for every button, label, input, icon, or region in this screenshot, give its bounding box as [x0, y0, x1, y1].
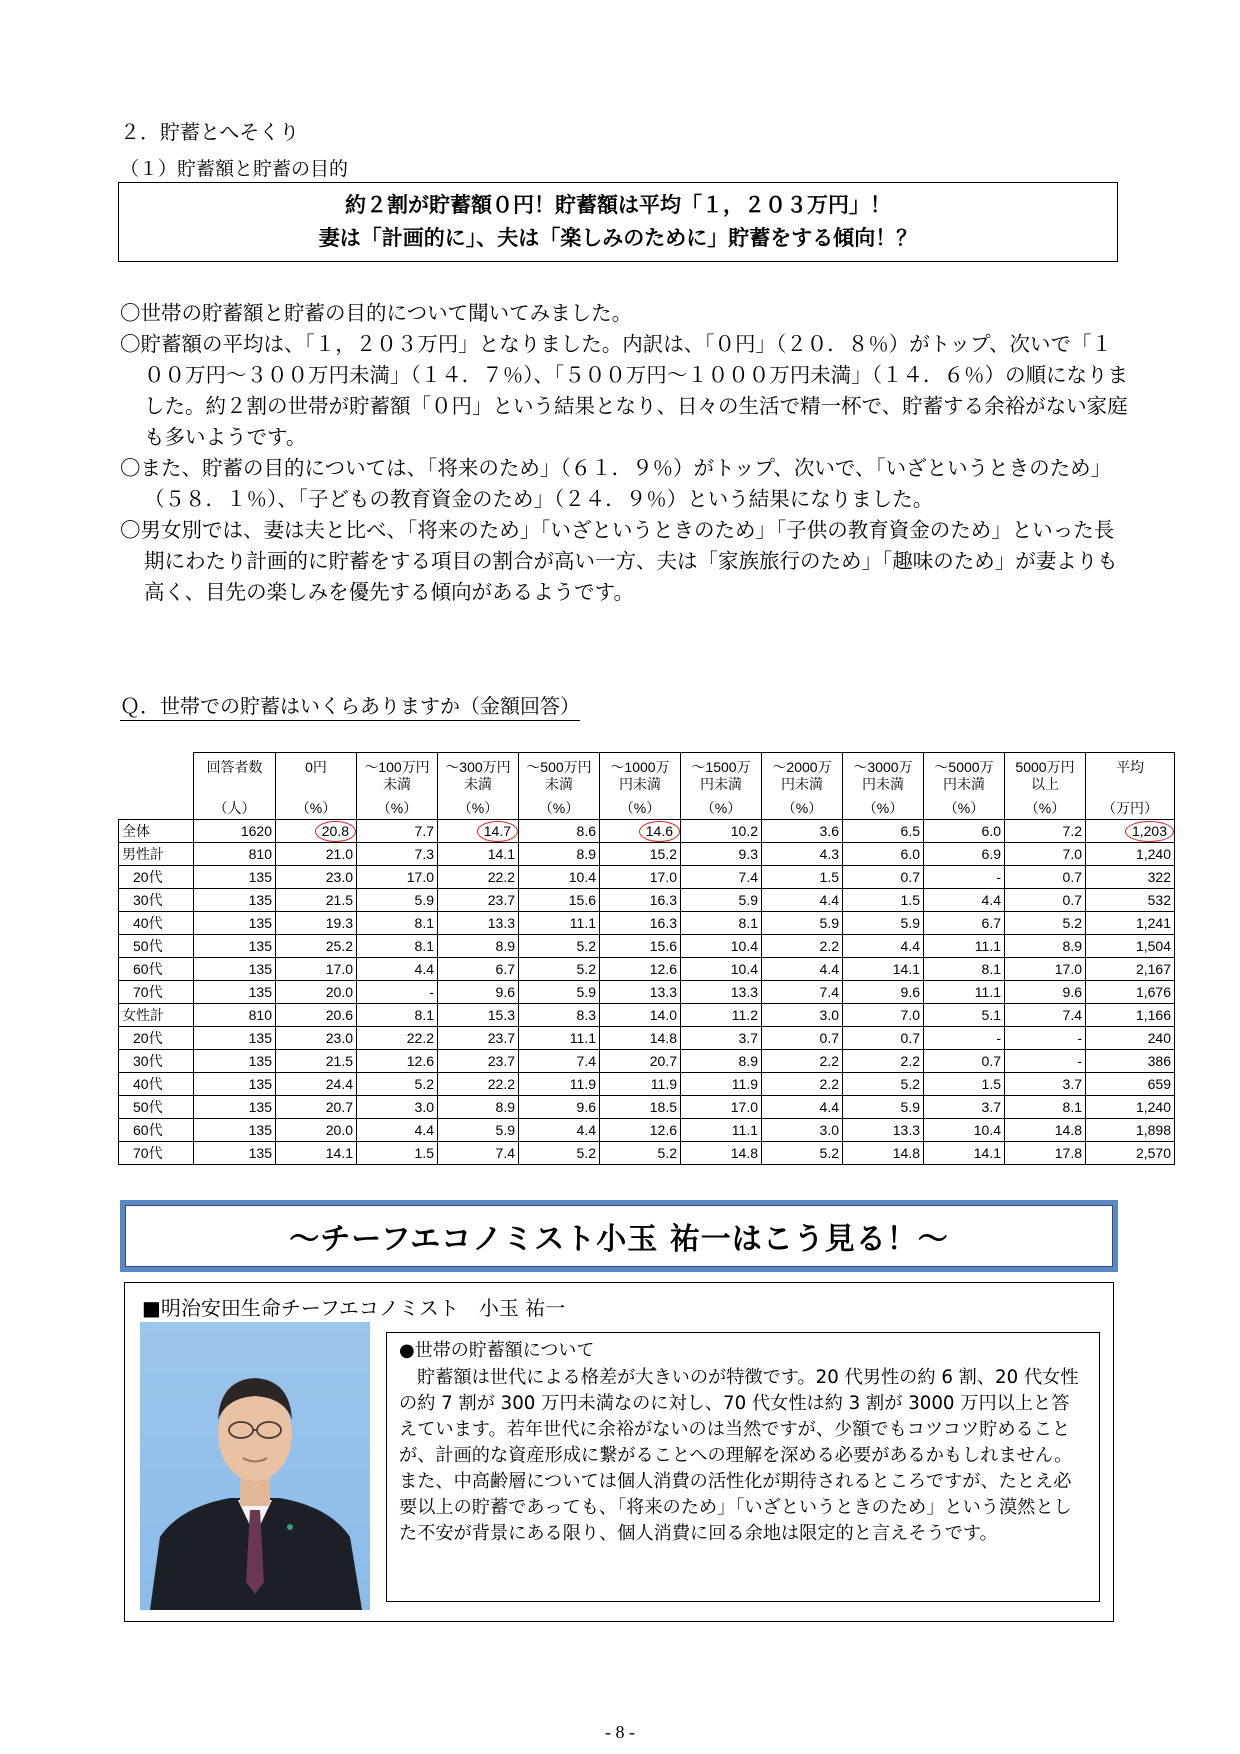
table-cell: [600, 820, 681, 843]
table-cell: 1,504: [1086, 935, 1175, 958]
table-cell: 3.0: [762, 1119, 843, 1142]
table-cell: 12.6: [357, 1050, 438, 1073]
commentary-text: 貯蓄額は世代による格差が大きいのが特徴です。20 代男性の約 6 割、20 代女性の約 7 割が 300 万円未満なのに対し、70 代女性は約 3 割が 3000 万円以上と答えています。若年世代に余裕がないのは当然ですが、少額でもコツコツ貯めることが、計画的な資産形成に繋がることへの理解を深める必要があるかもしれません。また、中高齢層については個人消費の活性化が期待されるところですが、たとえ必要以上の貯蓄であっても、「将来のため」「いざというときのため」という漠然とした不安が背景にある限り、個人消費に回る余地は限定的と言えそうです。: [399, 1367, 1079, 1544]
column-unit: （%）: [276, 793, 357, 820]
column-header: [438, 753, 519, 794]
table-cell: 20.7: [276, 1096, 357, 1119]
table-cell: 8.1: [1005, 1096, 1086, 1119]
table-cell: 17.8: [1005, 1142, 1086, 1165]
table-cell: 0.7: [924, 1050, 1005, 1073]
table-cell: 8.6: [519, 820, 600, 843]
table-row: [119, 843, 1175, 866]
table-row: [119, 958, 1175, 981]
table-cell: 5.9: [519, 981, 600, 1004]
table-cell: [438, 820, 519, 843]
table-cell: 20.0: [276, 981, 357, 1004]
table-cell: 11.1: [681, 1119, 762, 1142]
column-header-line: ～1500万: [691, 759, 751, 775]
column-header-line: 0円: [305, 759, 327, 775]
row-label: 60代: [119, 1119, 194, 1142]
portrait-illustration: [140, 1322, 370, 1610]
table-cell: 7.4: [519, 1050, 600, 1073]
table-cell: 322: [1086, 866, 1175, 889]
table-cell: 9.6: [438, 981, 519, 1004]
table-cell: -: [924, 866, 1005, 889]
table-cell: 14.8: [843, 1142, 924, 1165]
table-cell: 5.2: [843, 1073, 924, 1096]
table-cell: 0.7: [762, 1027, 843, 1050]
table-cell: 21.5: [276, 1050, 357, 1073]
table-cell: 16.3: [600, 912, 681, 935]
table-cell: 1,898: [1086, 1119, 1175, 1142]
section-subtitle: （１）貯蓄額と貯蓄の目的: [120, 158, 349, 180]
table-cell: 4.4: [843, 935, 924, 958]
table-cell: 8.3: [519, 1004, 600, 1027]
table-cell: 2,570: [1086, 1142, 1175, 1165]
table-cell: 4.3: [762, 843, 843, 866]
column-header-line: ～300万円: [445, 759, 511, 775]
table-cell: 20.6: [276, 1004, 357, 1027]
table-cell: 240: [1086, 1027, 1175, 1050]
table-cell: 12.6: [600, 958, 681, 981]
table-cell: 532: [1086, 889, 1175, 912]
column-unit: （%）: [681, 793, 762, 820]
table-cell: 14.1: [924, 1142, 1005, 1165]
table-cell: 8.1: [357, 912, 438, 935]
table-cell: 3.7: [681, 1027, 762, 1050]
table-cell: 23.7: [438, 1050, 519, 1073]
table-cell: 5.2: [357, 1073, 438, 1096]
table-cell: 3.7: [1005, 1073, 1086, 1096]
table-cell: 135: [194, 1050, 276, 1073]
table-cell: 7.3: [357, 843, 438, 866]
table-cell: 25.2: [276, 935, 357, 958]
table-cell: 810: [194, 1004, 276, 1027]
table-cell: 5.9: [438, 1119, 519, 1142]
table-cell: 13.3: [681, 981, 762, 1004]
table-cell: 15.3: [438, 1004, 519, 1027]
table-cell: 15.2: [600, 843, 681, 866]
table-cell: 8.1: [357, 935, 438, 958]
column-unit: （%）: [600, 793, 681, 820]
table-cell: 5.9: [843, 1096, 924, 1119]
column-header-line: ～100万円: [364, 759, 430, 775]
table-cell: 7.4: [762, 981, 843, 1004]
table-cell: 7.4: [438, 1142, 519, 1165]
table-cell: -: [357, 981, 438, 1004]
table-cell: 8.9: [519, 843, 600, 866]
column-unit: （%）: [357, 793, 438, 820]
table-cell: 14.0: [600, 1004, 681, 1027]
table-cell: 135: [194, 1027, 276, 1050]
table-cell: 135: [194, 912, 276, 935]
table-row: [119, 889, 1175, 912]
column-unit: （%）: [1005, 793, 1086, 820]
column-header: [276, 753, 357, 794]
table-cell: 8.1: [924, 958, 1005, 981]
page-number: - 8 -: [605, 1722, 635, 1742]
table-cell: 6.7: [924, 912, 1005, 935]
table-cell: 22.2: [357, 1027, 438, 1050]
table-cell: 0.7: [1005, 866, 1086, 889]
column-unit: （%）: [762, 793, 843, 820]
table-cell: 5.9: [762, 912, 843, 935]
table-cell: 6.7: [438, 958, 519, 981]
column-header-line: ～2000万: [772, 759, 832, 775]
table-cell: 4.4: [762, 1096, 843, 1119]
table-row: [119, 1119, 1175, 1142]
column-header: [762, 753, 843, 794]
table-row: [119, 1050, 1175, 1073]
row-label: 20代: [119, 866, 194, 889]
column-header: [924, 753, 1005, 794]
table-cell: 9.6: [1005, 981, 1086, 1004]
table-cell: 1,676: [1086, 981, 1175, 1004]
table-cell: 135: [194, 981, 276, 1004]
table-cell: 9.3: [681, 843, 762, 866]
table-cell: 10.4: [681, 935, 762, 958]
column-header-line: 平均: [1116, 759, 1144, 775]
table-cell: 0.7: [843, 1027, 924, 1050]
table-cell: 7.4: [681, 866, 762, 889]
table-cell: 24.4: [276, 1073, 357, 1096]
table-cell: 5.2: [519, 1142, 600, 1165]
table-cell: 11.2: [681, 1004, 762, 1027]
row-label: 20代: [119, 1027, 194, 1050]
table-cell: 15.6: [600, 935, 681, 958]
table-cell: 23.7: [438, 889, 519, 912]
column-header-line: ～3000万: [853, 759, 913, 775]
row-label: 50代: [119, 935, 194, 958]
table-row: [119, 1142, 1175, 1165]
table-cell: 5.9: [843, 912, 924, 935]
table-cell: 23.0: [276, 1027, 357, 1050]
table-cell: 17.0: [600, 866, 681, 889]
table-cell: 5.2: [519, 958, 600, 981]
table-cell: 135: [194, 1119, 276, 1142]
table-cell: 10.2: [681, 820, 762, 843]
row-label: 男性計: [119, 843, 194, 866]
table-cell: 6.9: [924, 843, 1005, 866]
table-cell: [276, 820, 357, 843]
table-cell: 8.9: [1005, 935, 1086, 958]
table-cell: 16.3: [600, 889, 681, 912]
table-cell: 7.0: [1005, 843, 1086, 866]
column-header-line: 以上: [1031, 776, 1059, 792]
table-cell: 17.0: [1005, 958, 1086, 981]
column-header-line: 円未満: [700, 776, 742, 792]
highlighted-value: 14.7: [477, 821, 518, 842]
table-cell: 3.0: [357, 1096, 438, 1119]
table-cell: 1,166: [1086, 1004, 1175, 1027]
table-row: [119, 1096, 1175, 1119]
table-row: [119, 1073, 1175, 1096]
column-header: [600, 753, 681, 794]
highlighted-value: 20.8: [315, 821, 356, 842]
highlighted-value: 14.6: [639, 821, 680, 842]
column-header: [681, 753, 762, 794]
column-unit: （%）: [843, 793, 924, 820]
savings-table: [118, 752, 1175, 1165]
row-label: 40代: [119, 912, 194, 935]
table-cell: 14.1: [843, 958, 924, 981]
table-cell: 7.0: [843, 1004, 924, 1027]
table-row: [119, 820, 1175, 843]
headline-line-2: 妻は「計画的に」、夫は「楽しみのために」貯蓄をする傾向！？: [318, 226, 918, 250]
table-cell: 8.1: [681, 912, 762, 935]
table-cell: 5.2: [600, 1142, 681, 1165]
table-cell: 6.5: [843, 820, 924, 843]
column-header: [1005, 753, 1086, 794]
highlighted-value: 1,203: [1125, 821, 1174, 842]
table-cell: -: [924, 1027, 1005, 1050]
table-cell: 5.2: [762, 1142, 843, 1165]
table-cell: 23.0: [276, 866, 357, 889]
table-cell: 22.2: [438, 1073, 519, 1096]
table-cell: 4.4: [519, 1119, 600, 1142]
table-cell: 659: [1086, 1073, 1175, 1096]
table-row: [119, 981, 1175, 1004]
table-row: [119, 1027, 1175, 1050]
table-cell: 11.1: [924, 981, 1005, 1004]
commentary-box: [386, 1332, 1100, 1602]
table-cell: -: [1005, 1050, 1086, 1073]
headline-box: [118, 182, 1118, 262]
table-cell: 10.4: [519, 866, 600, 889]
table-cell: 386: [1086, 1050, 1175, 1073]
table-cell: 14.1: [438, 843, 519, 866]
row-label: 40代: [119, 1073, 194, 1096]
table-cell: 135: [194, 1096, 276, 1119]
table-cell: 2.2: [762, 935, 843, 958]
column-header: [843, 753, 924, 794]
row-label: 30代: [119, 889, 194, 912]
table-cell: 135: [194, 866, 276, 889]
column-unit: （%）: [924, 793, 1005, 820]
table-cell: 11.1: [519, 1027, 600, 1050]
table-cell: 5.9: [681, 889, 762, 912]
table-cell: 10.4: [924, 1119, 1005, 1142]
table-cell: 20.7: [600, 1050, 681, 1073]
table-cell: 14.8: [1005, 1119, 1086, 1142]
table-cell: 135: [194, 935, 276, 958]
table-cell: 11.9: [600, 1073, 681, 1096]
table-cell: 1,241: [1086, 912, 1175, 935]
table-cell: 22.2: [438, 866, 519, 889]
table-cell: 6.0: [924, 820, 1005, 843]
column-header-line: 未満: [383, 776, 411, 792]
row-label: 30代: [119, 1050, 194, 1073]
table-cell: 8.9: [438, 1096, 519, 1119]
table-cell: 10.4: [681, 958, 762, 981]
row-label: 50代: [119, 1096, 194, 1119]
commentary-title: ●世帯の貯蓄額について: [399, 1340, 595, 1361]
column-header-line: 円未満: [943, 776, 985, 792]
table-cell: 15.6: [519, 889, 600, 912]
table-cell: 21.0: [276, 843, 357, 866]
table-cell: 13.3: [438, 912, 519, 935]
row-label: 60代: [119, 958, 194, 981]
table-cell: 1.5: [357, 1142, 438, 1165]
author-name: ■明治安田生命チーフエコノミスト 小玉 祐一: [142, 1296, 566, 1320]
table-cell: 13.3: [600, 981, 681, 1004]
table-cell: 19.3: [276, 912, 357, 935]
table-cell: 0.7: [1005, 889, 1086, 912]
row-label: 女性計: [119, 1004, 194, 1027]
table-cell: 4.4: [924, 889, 1005, 912]
column-header-line: ～500万円: [526, 759, 592, 775]
table-cell: 18.5: [600, 1096, 681, 1119]
table-cell: 4.4: [762, 889, 843, 912]
table-cell: 17.0: [681, 1096, 762, 1119]
table-cell: 14.8: [681, 1142, 762, 1165]
row-label: 70代: [119, 1142, 194, 1165]
table-cell: 9.6: [843, 981, 924, 1004]
table-cell: 2.2: [762, 1050, 843, 1073]
table-corner: [119, 753, 194, 794]
table-cell: 8.9: [438, 935, 519, 958]
body-text: [120, 298, 1130, 608]
table-cell: [1086, 820, 1175, 843]
table-cell: 3.0: [762, 1004, 843, 1027]
column-header: [519, 753, 600, 794]
paragraph: 〇また、貯蓄の目的については、「将来のため」（６１．９％）がトップ、次いで、「いざというときのため」（５８．１％）、「子どもの教育資金のため」（２４．９％）という結果になりました。: [120, 456, 1112, 511]
table-cell: 135: [194, 1073, 276, 1096]
column-header-line: 回答者数: [206, 759, 263, 775]
table-cell: 1,240: [1086, 1096, 1175, 1119]
table-cell: 5.1: [924, 1004, 1005, 1027]
table-cell: 2.2: [762, 1073, 843, 1096]
column-header-line: 円未満: [619, 776, 661, 792]
question-title: Ｑ．世帯での貯蓄はいくらありますか（金額回答）: [120, 690, 580, 721]
table-cell: 9.6: [519, 1096, 600, 1119]
table-cell: 13.3: [843, 1119, 924, 1142]
table-row: [119, 866, 1175, 889]
table-cell: 1.5: [843, 889, 924, 912]
column-header-line: 円未満: [862, 776, 904, 792]
table-row: [119, 912, 1175, 935]
column-header: [357, 753, 438, 794]
table-cell: 1.5: [762, 866, 843, 889]
table-cell: 8.1: [357, 1004, 438, 1027]
table-cell: 11.9: [681, 1073, 762, 1096]
table-cell: 0.7: [843, 866, 924, 889]
column-header-line: ～1000万: [610, 759, 670, 775]
table-cell: 7.7: [357, 820, 438, 843]
section-title: ２．貯蓄とへそくり: [120, 120, 300, 144]
column-header-line: 円未満: [781, 776, 823, 792]
table-cell: 4.4: [762, 958, 843, 981]
column-header-line: 5000万円: [1015, 759, 1075, 775]
table-cell: 5.9: [357, 889, 438, 912]
column-header-line: 未満: [545, 776, 573, 792]
table-cell: 5.2: [1005, 912, 1086, 935]
table-cell: 3.7: [924, 1096, 1005, 1119]
column-unit: （%）: [438, 793, 519, 820]
row-label: 全体: [119, 820, 194, 843]
table-cell: 2.2: [843, 1050, 924, 1073]
table-cell: 17.0: [357, 866, 438, 889]
table-cell: 5.2: [519, 935, 600, 958]
table-cell: 11.9: [519, 1073, 600, 1096]
column-unit: （%）: [519, 793, 600, 820]
headline-line-1: 約２割が貯蓄額０円！貯蓄額は平均「１，２０３万円」！: [345, 193, 891, 217]
table-cell: 7.4: [1005, 1004, 1086, 1027]
economist-photo: [140, 1322, 370, 1610]
column-header: [194, 753, 276, 794]
table-cell: 3.6: [762, 820, 843, 843]
table-row: [119, 1004, 1175, 1027]
table-cell: 7.2: [1005, 820, 1086, 843]
table-cell: 11.1: [519, 912, 600, 935]
table-cell: 135: [194, 958, 276, 981]
table-cell: 6.0: [843, 843, 924, 866]
table-cell: 23.7: [438, 1027, 519, 1050]
table-cell: 135: [194, 1142, 276, 1165]
table-corner: [119, 793, 194, 820]
column-unit: （万円）: [1086, 793, 1175, 820]
table-cell: 2,167: [1086, 958, 1175, 981]
banner-title: ～チーフエコノミスト小玉 祐一はこう見る！～: [125, 1205, 1113, 1267]
column-header: [1086, 753, 1175, 794]
table-cell: 14.1: [276, 1142, 357, 1165]
paragraph: 〇男女別では、妻は夫と比べ、「将来のため」「いざというときのため」「子供の教育資金のため」といった長期にわたり計画的に貯蓄をする項目の割合が高い一方、夫は「家族旅行のため」「趣味のため」が妻よりも高く、目先の楽しみを優先する傾向があるようです。: [120, 518, 1118, 604]
row-label: 70代: [119, 981, 194, 1004]
table-cell: 11.1: [924, 935, 1005, 958]
table-cell: 14.8: [600, 1027, 681, 1050]
column-header-line: 未満: [464, 776, 492, 792]
table-cell: 135: [194, 889, 276, 912]
table-cell: 20.0: [276, 1119, 357, 1142]
paragraph: 〇貯蓄額の平均は、「１，２０３万円」となりました。内訳は、「０円」（２０．８％）がトップ、次いで「１００万円～３００万円未満」（１４．７％）、「５００万円～１０００万円未満」（１４．６％）の順になりました。約２割の世帯が貯蓄額「０円」という結果となり、日々の生活で精一杯で、貯蓄する余裕がない家庭も多いようです。: [120, 332, 1128, 449]
table-cell: 810: [194, 843, 276, 866]
table-cell: 1.5: [924, 1073, 1005, 1096]
economist-banner: [120, 1200, 1118, 1272]
column-unit: （人）: [194, 793, 276, 820]
paragraph: 〇世帯の貯蓄額と貯蓄の目的について聞いてみました。: [120, 301, 633, 325]
table-cell: -: [1005, 1027, 1086, 1050]
table-cell: 1620: [194, 820, 276, 843]
table-cell: 21.5: [276, 889, 357, 912]
table-row: [119, 935, 1175, 958]
table-cell: 17.0: [276, 958, 357, 981]
table-cell: 12.6: [600, 1119, 681, 1142]
table-cell: 8.9: [681, 1050, 762, 1073]
table-cell: 4.4: [357, 958, 438, 981]
table-cell: 4.4: [357, 1119, 438, 1142]
table-cell: 1,240: [1086, 843, 1175, 866]
column-header-line: ～5000万: [934, 759, 994, 775]
